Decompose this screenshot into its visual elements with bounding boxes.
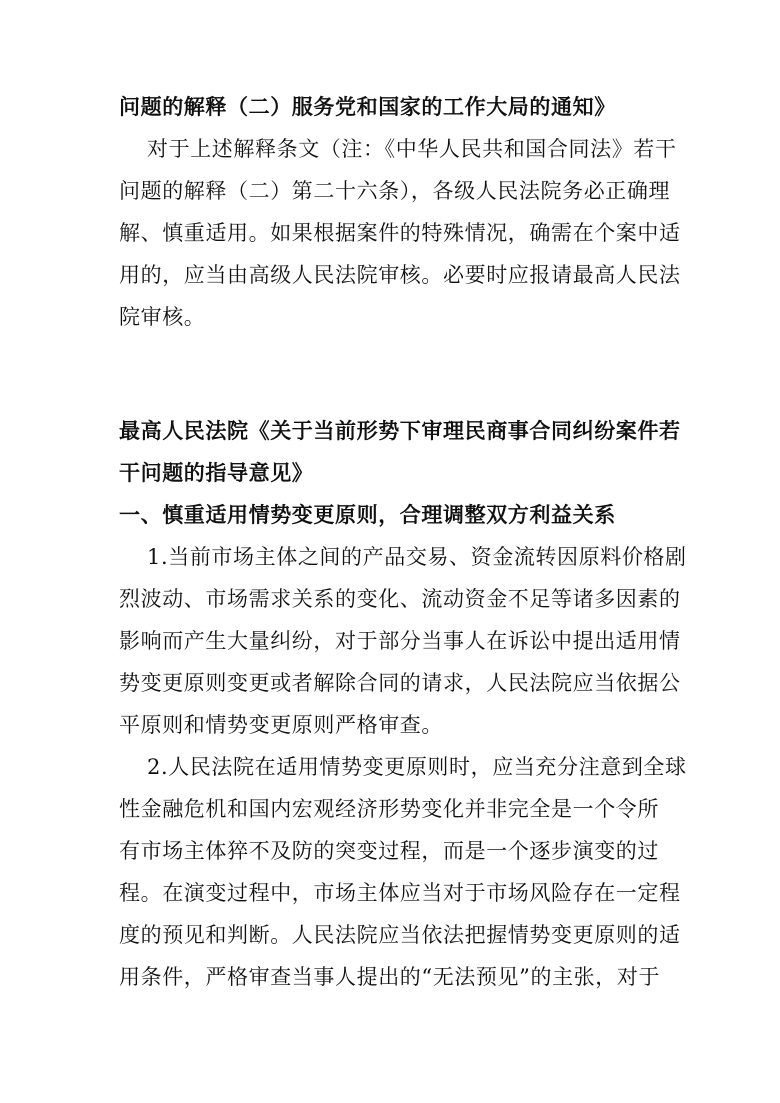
item1-line: 影响而产生大量纠纷，对于部分当事人在诉讼中提出适用情 <box>119 629 681 653</box>
block2-title-line: 干问题的指导意见》 <box>119 460 314 485</box>
block1-paragraph-line: 用的，应当由高级人民法院审核。必要时应报请最高人民法 <box>119 263 681 287</box>
item2-line: 程。在演变过程中，市场主体应当对于市场风险存在一定程 <box>119 881 681 905</box>
block1-paragraph-line: 解、慎重适用。如果根据案件的特殊情况，确需在个案中适 <box>119 221 681 245</box>
item2-line: 性金融危机和国内宏观经济形势变化并非完全是一个令所 <box>119 797 659 821</box>
item2-line: 有市场主体猝不及防的突变过程，而是一个逐步演变的过 <box>119 839 659 863</box>
block1-paragraph-line: 对于上述解释条文（注：《中华人民共和国合同法》若干 <box>147 137 677 161</box>
section-heading: 一、慎重适用情势变更原则，合理调整双方利益关系 <box>119 502 616 527</box>
block1-heading-tail: 问题的解释（二）服务党和国家的工作大局的通知》 <box>119 94 616 119</box>
item1-line: 1.当前市场主体之间的产品交易、资金流转因原料价格剧 <box>147 545 687 569</box>
item1-line: 平原则和情势变更原则严格审查。 <box>119 713 443 737</box>
item1-line: 烈波动、市场需求关系的变化、流动资金不足等诸多因素的 <box>119 587 681 611</box>
block1-paragraph-line: 院审核。 <box>119 305 206 329</box>
item1-line: 势变更原则变更或者解除合同的请求，人民法院应当依据公 <box>119 671 681 695</box>
item2-line: 2.人民法院在适用情势变更原则时，应当充分注意到全球 <box>147 755 687 779</box>
block2-title-line: 最高人民法院《关于当前形势下审理民商事合同纠纷案件若 <box>119 418 681 443</box>
item2-line: 度的预见和判断。人民法院应当依法把握情势变更原则的适 <box>119 923 681 947</box>
block1-paragraph-line: 问题的解释（二）第二十六条），各级人民法院务必正确理 <box>119 179 671 203</box>
item2-line: 用条件，严格审查当事人提出的“无法预见”的主张，对于 <box>119 965 661 989</box>
